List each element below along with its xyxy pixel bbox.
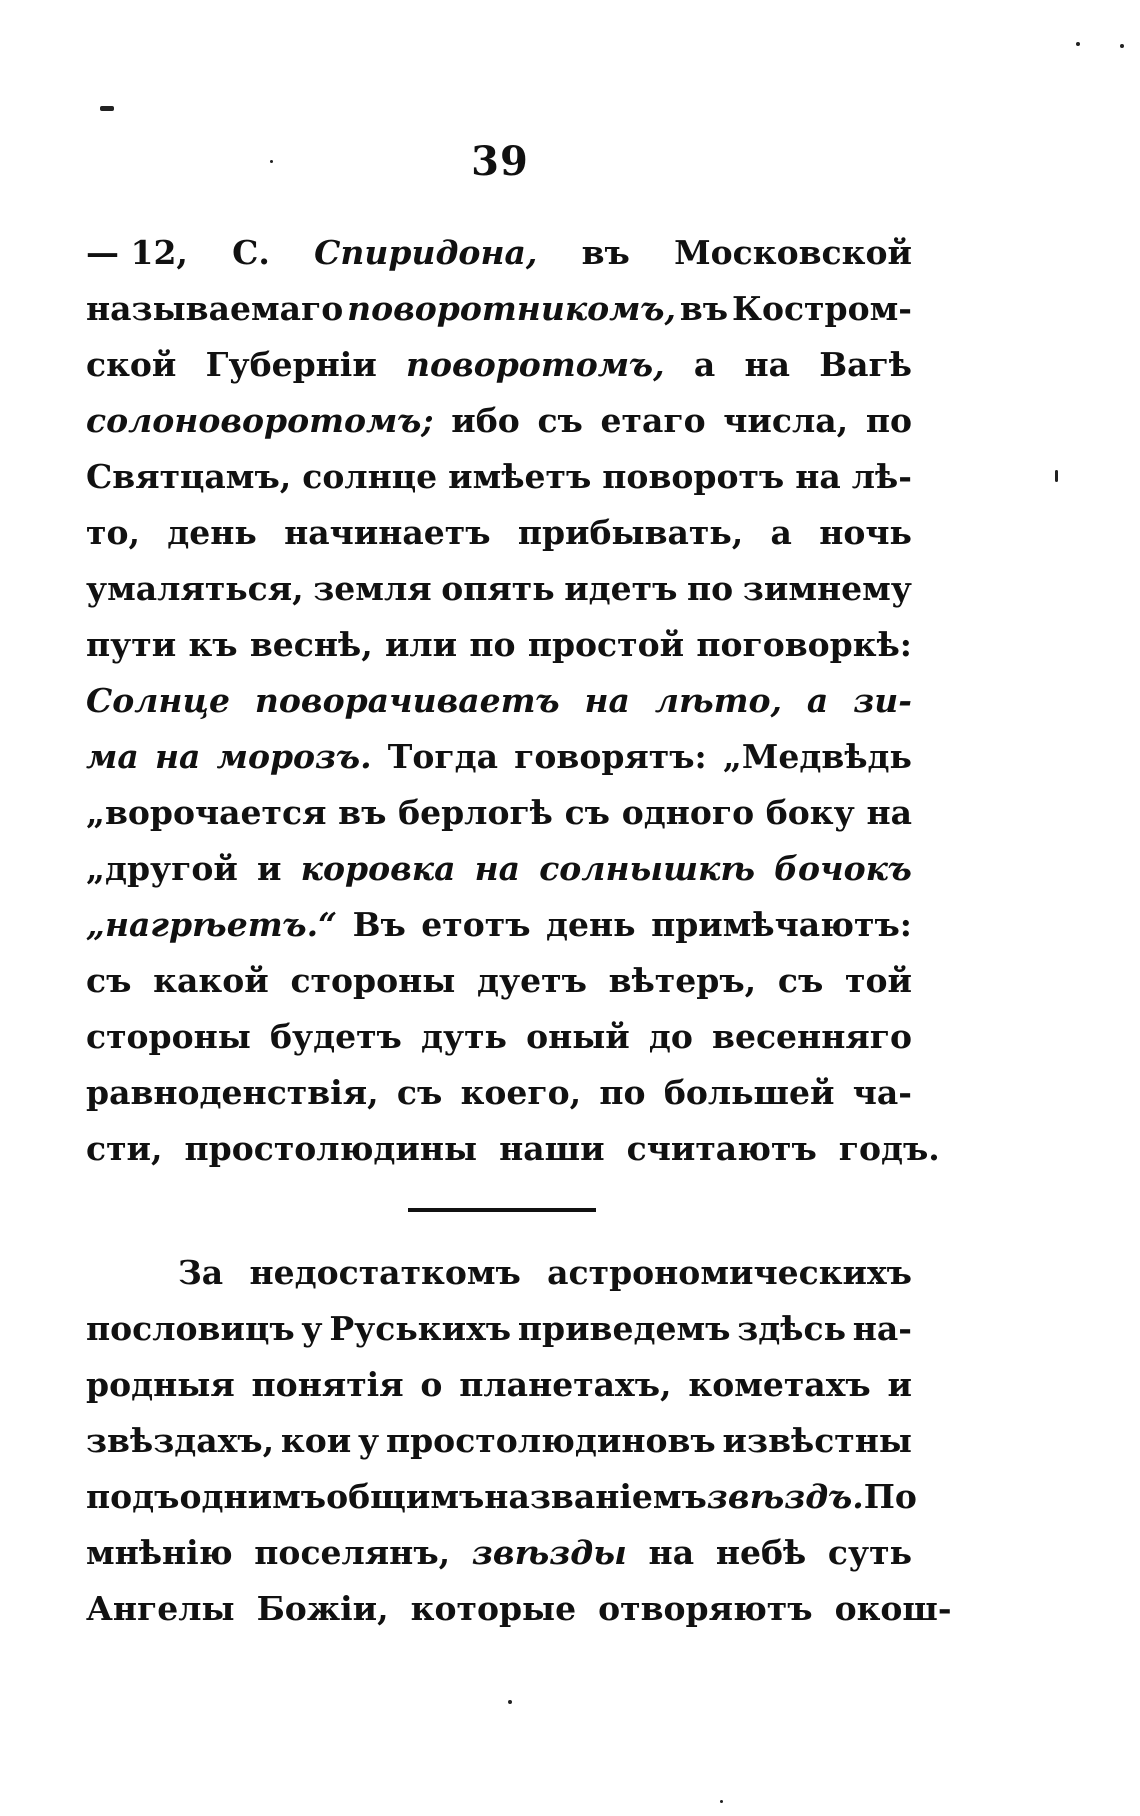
- word: дуетъ: [477, 961, 587, 1000]
- word: астрономическихъ: [547, 1253, 912, 1292]
- text-line: [86, 281, 912, 337]
- text-line: [86, 953, 912, 1009]
- word: на-: [852, 1309, 912, 1348]
- word: ча-: [852, 1073, 912, 1112]
- word: коего,: [460, 1073, 582, 1112]
- word: пути: [86, 625, 177, 664]
- word: прибывать,: [517, 513, 744, 552]
- word: до: [648, 1017, 693, 1056]
- word: Солнце: [86, 681, 230, 720]
- word: Спиридона,: [314, 233, 538, 272]
- text-line: [86, 1357, 912, 1413]
- word: которые: [410, 1589, 577, 1628]
- word: дуть: [420, 1017, 507, 1056]
- word: морозъ.: [216, 737, 372, 776]
- word: поворотъ: [602, 457, 785, 496]
- text-line: [86, 225, 912, 281]
- word: той: [845, 961, 912, 1000]
- text-line: [86, 1469, 917, 1525]
- ink-speck: [720, 1800, 723, 1803]
- word: кои: [280, 1421, 352, 1460]
- word: а: [770, 513, 792, 552]
- word: однимъ: [179, 1477, 327, 1516]
- word: веснѣ,: [249, 625, 373, 664]
- word: въ: [338, 793, 387, 832]
- paragraph-december-12: [86, 225, 940, 1177]
- word: названіемъ: [484, 1477, 707, 1516]
- word: на: [866, 793, 912, 832]
- word: годъ.: [838, 1129, 940, 1168]
- word: Тогда: [387, 737, 498, 776]
- word: на: [648, 1533, 695, 1572]
- word: а: [693, 345, 716, 384]
- word: родныя: [86, 1365, 235, 1404]
- word: извѣстны: [722, 1421, 912, 1460]
- word: поворотомъ,: [406, 345, 665, 384]
- word: Руськихъ: [329, 1309, 512, 1348]
- text-line: [86, 1525, 912, 1581]
- word: подъ: [86, 1477, 180, 1516]
- word: мнѣнію: [86, 1533, 233, 1572]
- word: ской: [86, 345, 177, 384]
- text-line: [86, 1121, 940, 1177]
- word: понятія: [251, 1365, 404, 1404]
- text-line: [86, 617, 912, 673]
- word: поворотникомъ,: [347, 289, 677, 328]
- word: Московской: [674, 233, 912, 272]
- word: коровка: [300, 849, 456, 888]
- word: умаляться,: [86, 569, 304, 608]
- word: простолюдиновъ: [385, 1421, 716, 1460]
- word: етаго: [600, 401, 706, 440]
- word: большей: [663, 1073, 835, 1112]
- word: у: [301, 1309, 323, 1348]
- word: боку: [765, 793, 855, 832]
- word: въ: [679, 289, 729, 328]
- word: и: [257, 849, 282, 888]
- word: бочокъ: [774, 849, 912, 888]
- text-line: [86, 449, 912, 505]
- word: звѣздъ.: [706, 1477, 864, 1516]
- text-line: [86, 785, 912, 841]
- word: Въ: [352, 905, 406, 944]
- word: на: [795, 457, 841, 496]
- word: считаютъ: [626, 1129, 817, 1168]
- word: по: [865, 401, 912, 440]
- section-divider-rule: [408, 1208, 596, 1212]
- word: примѣчаютъ:: [651, 905, 912, 944]
- word: кометахъ: [688, 1365, 871, 1404]
- word: одного: [621, 793, 755, 832]
- word: земля: [313, 569, 432, 608]
- word: на: [584, 681, 630, 720]
- word: звѣздахъ,: [86, 1421, 275, 1460]
- word: говорятъ:: [514, 737, 707, 776]
- word: съ: [396, 1073, 443, 1112]
- word: Святцамъ,: [86, 457, 292, 496]
- word: сти,: [86, 1129, 163, 1168]
- word: ночь: [819, 513, 912, 552]
- word: суть: [827, 1533, 912, 1572]
- word: звѣзды: [471, 1533, 627, 1572]
- word: планетахъ,: [459, 1365, 672, 1404]
- word: общимъ: [326, 1477, 485, 1516]
- word: съ: [86, 961, 132, 1000]
- word: начинаетъ: [284, 513, 491, 552]
- word: зимнему: [742, 569, 912, 608]
- word: лѣто,: [654, 681, 783, 720]
- word: отворяютъ: [598, 1589, 813, 1628]
- word: „Медвѣдь: [722, 737, 912, 776]
- word: имѣетъ: [448, 457, 592, 496]
- word: съ: [537, 401, 583, 440]
- word: лѣ-: [851, 457, 912, 496]
- word: Костром-: [731, 289, 912, 328]
- word: пословицъ: [86, 1309, 295, 1348]
- word: наши: [499, 1129, 605, 1168]
- text-line: [86, 897, 912, 953]
- word: простолюдины: [184, 1129, 478, 1168]
- word: по: [599, 1073, 646, 1112]
- word: Вагѣ: [819, 345, 912, 384]
- word: на: [474, 849, 521, 888]
- word: окош-: [834, 1589, 952, 1628]
- word: „ворочается: [86, 793, 327, 832]
- text-line: [86, 1245, 912, 1301]
- word: равноденствія,: [86, 1073, 379, 1112]
- ink-speck: [508, 1700, 512, 1704]
- paragraph-stars-folk-beliefs: [86, 1245, 952, 1637]
- word: недостаткомъ: [249, 1253, 521, 1292]
- word: зи-: [853, 681, 912, 720]
- word: на: [154, 737, 201, 776]
- word: опять: [441, 569, 555, 608]
- word: По: [863, 1477, 917, 1516]
- word: Божіи,: [256, 1589, 389, 1628]
- word: поговоркѣ:: [696, 625, 912, 664]
- word: будетъ: [269, 1017, 402, 1056]
- word: весенняго: [712, 1017, 912, 1056]
- text-line: [86, 1581, 952, 1637]
- word: ибо: [451, 401, 520, 440]
- word: солнышкѣ: [539, 849, 756, 888]
- word: по: [469, 625, 516, 664]
- word: а: [806, 681, 829, 720]
- word: числа,: [723, 401, 849, 440]
- word: солоноворотомъ;: [86, 401, 434, 440]
- text-line: [86, 841, 912, 897]
- word: какой: [153, 961, 269, 1000]
- word: о: [420, 1365, 443, 1404]
- word: „нагрѣетъ.“: [86, 905, 338, 944]
- word: приведемъ: [517, 1309, 731, 1348]
- page-number: 39: [471, 138, 529, 185]
- word: етотъ: [421, 905, 531, 944]
- text-line: [86, 729, 912, 785]
- text-line: [86, 1413, 912, 1469]
- text-line: [86, 1065, 912, 1121]
- word: то,: [86, 513, 140, 552]
- word: по: [687, 569, 734, 608]
- word: Ангелы: [86, 1589, 235, 1628]
- ink-speck: [1076, 42, 1080, 46]
- word: стороны: [86, 1017, 251, 1056]
- word: „другой: [86, 849, 238, 888]
- word: оный: [526, 1017, 630, 1056]
- ink-speck: [1055, 470, 1058, 482]
- word: идетъ: [564, 569, 678, 608]
- text-line: [86, 673, 912, 729]
- word: или: [384, 625, 458, 664]
- text-line: [86, 337, 912, 393]
- word: поворачиваетъ: [254, 681, 560, 720]
- ink-speck: [1120, 44, 1124, 48]
- word: и: [887, 1365, 912, 1404]
- word: на: [744, 345, 791, 384]
- text-line: [86, 1301, 912, 1357]
- word: день: [546, 905, 636, 944]
- word: простой: [527, 625, 685, 664]
- word: Губерніи: [205, 345, 377, 384]
- ink-speck: [100, 106, 114, 111]
- word: поселянъ,: [254, 1533, 451, 1572]
- word: къ: [188, 625, 238, 664]
- word: съ: [777, 961, 824, 1000]
- text-line: [86, 561, 912, 617]
- word: называемаго: [86, 289, 344, 328]
- word: небѣ: [715, 1533, 807, 1572]
- word: у: [358, 1421, 380, 1460]
- word: С.: [232, 233, 270, 272]
- word: ма: [86, 737, 139, 776]
- word: въ: [581, 233, 630, 272]
- text-line: [86, 505, 912, 561]
- word: стороны: [290, 961, 456, 1000]
- text-line: [86, 393, 912, 449]
- word: вѣтеръ,: [608, 961, 757, 1000]
- word: съ: [564, 793, 610, 832]
- word: берлогѣ: [398, 793, 553, 832]
- word: день: [167, 513, 257, 552]
- word: — 12,: [86, 233, 188, 272]
- word: За: [178, 1253, 224, 1292]
- word: здѣсь: [737, 1309, 846, 1348]
- word: солнце: [302, 457, 438, 496]
- text-line: [86, 1009, 912, 1065]
